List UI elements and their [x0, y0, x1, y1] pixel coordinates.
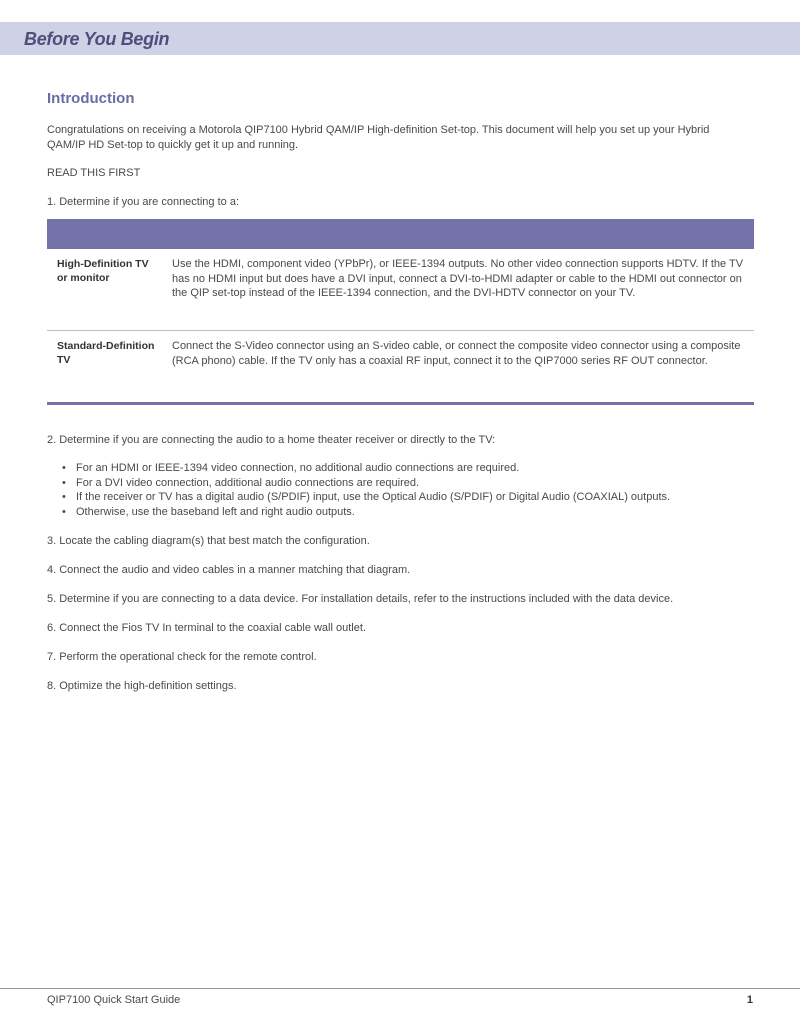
row-text-sd: Connect the S-Video connector using an S-video cable, or connect the composite video connector using a composite (RCA phono) cable. If the TV only has a coaxial RF input, connect it to the QIP7000 series RF OUT connector. [172, 340, 741, 367]
connection-table [47, 219, 754, 405]
list-item: • For a DVI video connection, additional audio connections are required. [62, 476, 420, 489]
step-1: 1. Determine if you are connecting to a: [47, 196, 239, 208]
list-item: • For an HDMI or IEEE-1394 video connection, no additional audio connections are required. [62, 462, 520, 474]
step-7: 7. Perform the operational check for the remote control. [47, 651, 317, 663]
footer-rule [0, 988, 800, 989]
row-text-hd: Use the HDMI, component video (YPbPr), or IEEE-1394 outputs. No other video connection supports HDTV. If the TV has no HDMI input but does have a DVI input, connect a DVI-to-HDMI adapter or cable to the HDMI out connector on the QIP set-top instead of the IEEE-1394 connection, and the DVI-HDTV connector on your TV. [172, 258, 744, 299]
read-first-label: READ THIS FIRST [47, 167, 141, 179]
step-2: 2. Determine if you are connecting the audio to a home theater receiver or directly to the TV: [47, 434, 496, 446]
bullet-icon: • [62, 462, 66, 474]
page-number: 1 [746, 994, 753, 1006]
table-bottom-rule [47, 402, 754, 405]
step-5: 5. Determine if you are connecting to a data device. For installation details, refer to the instructions included with the data device. [47, 593, 674, 605]
audio-bullet-list [60, 461, 740, 519]
section-heading: Introduction [47, 90, 135, 107]
step-8: 8. Optimize the high-definition settings. [47, 680, 237, 692]
page-header-title: Before You Begin [24, 29, 170, 49]
list-item: • If the receiver or TV has a digital audio (S/PDIF) input, use the Optical Audio (S/PDIF) or Digital Audio (COAXIAL) outputs. [62, 491, 671, 503]
step-6: 6. Connect the Fios TV In terminal to the coaxial cable wall outlet. [47, 622, 366, 634]
header-band [0, 22, 800, 55]
row-label-sd: Standard-Definition TV [57, 340, 155, 366]
footer-guide-title: QIP7100 Quick Start Guide [47, 994, 181, 1006]
step-4: 4. Connect the audio and video cables in a manner matching that diagram. [47, 564, 411, 576]
table-header-bar [47, 219, 754, 249]
row-label-hd: High-Definition TV or monitor [57, 258, 149, 284]
bullet-icon: • [62, 491, 66, 503]
step-3: 3. Locate the cabling diagram(s) that best match the configuration. [47, 535, 370, 547]
table-row-divider [47, 330, 754, 331]
intro-paragraph: Congratulations on receiving a Motorola QIP7100 Hybrid QAM/IP High-definition Set-top. This document will help you set up your Hybrid QAM/IP HD Set-top to quickly get it up and running. [47, 124, 710, 151]
bullet-icon: • [62, 505, 66, 518]
list-item: • Otherwise, use the baseband left and right audio outputs. [62, 505, 355, 518]
bullet-icon: • [62, 476, 66, 489]
